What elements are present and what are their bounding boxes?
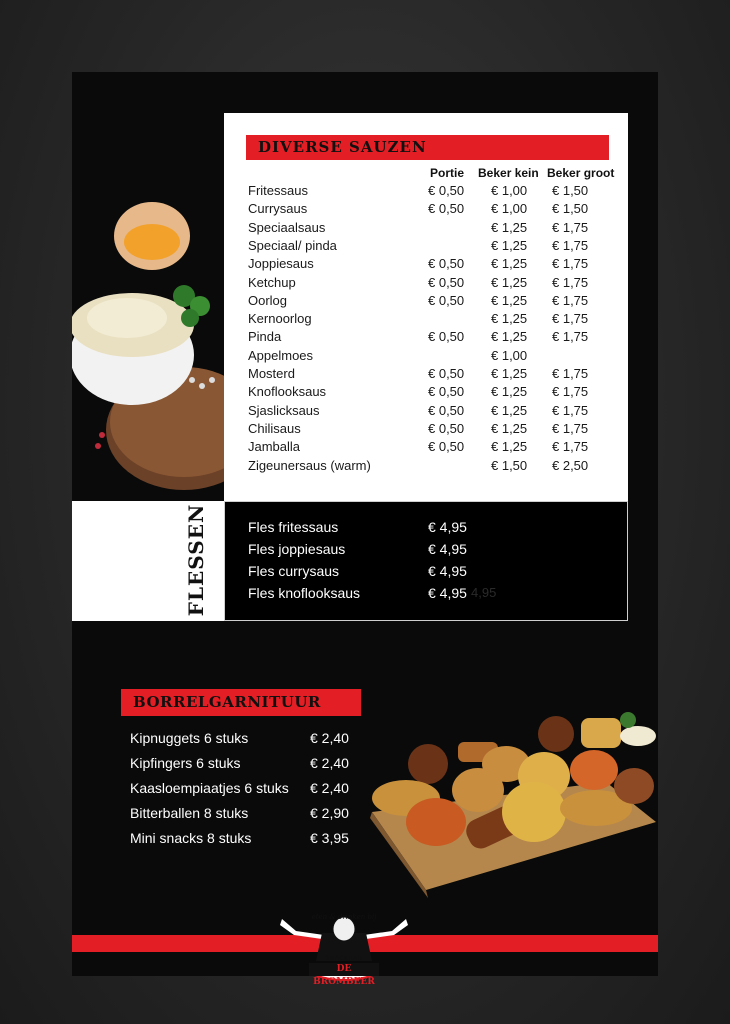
price-beker-klein: € 1,25 <box>491 256 528 272</box>
price-beker-klein: € 1,25 <box>491 311 528 327</box>
item-name: Fles fritessaus <box>248 519 339 535</box>
price-beker-klein: € 1,25 <box>491 366 528 381</box>
price-portie: € 0,50 <box>428 292 465 308</box>
borrel-title: BORRELGARNITUUR <box>133 693 321 711</box>
item-name: Kipnuggets 6 stuks <box>130 730 249 746</box>
price-beker-klein: € 1,25 <box>491 237 528 253</box>
price-beker-groot: € 2,50 <box>552 457 589 473</box>
item-name: Mini snacks 8 stuks <box>130 830 252 846</box>
sauce-row <box>248 366 618 384</box>
price-beker-groot: € 1,75 <box>552 256 589 272</box>
mayonnaise-bowl-image <box>72 200 232 500</box>
borrel-item <box>130 730 370 750</box>
item-name: Fles joppiesaus <box>248 541 346 557</box>
column-beker-klein: Beker kein <box>478 166 539 180</box>
logo-name: DE BROMBEER <box>309 963 379 976</box>
sauce-name: Sjaslicksaus <box>248 402 320 418</box>
price-beker-groot: € 1,50 <box>552 183 589 198</box>
sauce-name: Currysaus <box>248 201 308 217</box>
price-beker-groot: € 1,75 <box>552 402 589 418</box>
sauce-row <box>248 329 618 347</box>
price-beker-groot: € 1,75 <box>552 329 589 345</box>
ghost-price-text: 4,95 <box>471 585 497 600</box>
item-name: Kaasloempiaatjes 6 stuks <box>130 780 289 796</box>
price-beker-klein: € 1,00 <box>491 347 528 363</box>
sauce-name: Oorlog <box>248 292 288 308</box>
price-portie: € 0,50 <box>428 274 465 290</box>
flessen-item <box>248 541 548 561</box>
sauce-row <box>248 238 618 256</box>
price-portie: € 0,50 <box>428 201 465 217</box>
logo-subtitle: SNACKBAR <box>325 955 363 962</box>
column-beker-groot: Beker groot <box>547 166 615 180</box>
sauce-row <box>248 183 618 201</box>
price-beker-klein: € 1,25 <box>491 219 528 235</box>
sauce-name: Mosterd <box>248 366 295 381</box>
sauce-row <box>248 311 618 329</box>
borrel-item <box>130 780 370 800</box>
sauce-row <box>248 421 618 439</box>
sauce-name: Chilisaus <box>248 420 301 436</box>
item-price: € 2,40 <box>310 755 349 771</box>
item-name: Fles currysaus <box>248 563 340 579</box>
sauce-row <box>248 201 618 219</box>
item-price: € 2,40 <box>310 780 349 796</box>
item-price: € 4,95 <box>428 519 467 535</box>
price-beker-groot: € 1,75 <box>552 292 589 308</box>
price-beker-klein: € 1,25 <box>491 420 528 436</box>
item-price: € 2,90 <box>310 805 349 821</box>
flessen-item <box>248 585 548 605</box>
sauce-name: Pinda <box>248 329 282 345</box>
item-name: Kipfingers 6 stuks <box>130 755 241 771</box>
flessen-title: FLESSEN <box>184 503 208 617</box>
sauces-header <box>246 135 609 160</box>
flessen-item <box>248 563 548 583</box>
borrel-item <box>130 830 370 850</box>
item-price: € 4,95 <box>428 585 467 601</box>
price-beker-groot: € 1,75 <box>552 274 589 290</box>
snacks-platter-image <box>366 712 658 898</box>
price-portie: € 0,50 <box>428 439 465 455</box>
column-portie: Portie <box>430 166 465 180</box>
item-name: Bitterballen 8 stuks <box>130 805 249 821</box>
flessen-item <box>248 519 548 539</box>
sauce-row <box>248 403 618 421</box>
item-price: € 4,95 <box>428 541 467 557</box>
sauce-name: Zigeunersaus (warm) <box>248 457 371 473</box>
sauce-name: Speciaal/ pinda <box>248 237 337 253</box>
price-portie: € 0,50 <box>428 329 465 345</box>
price-beker-groot: € 1,75 <box>552 311 589 327</box>
sauce-row <box>248 439 618 457</box>
sauce-name: Appelmoes <box>248 347 314 363</box>
item-name: Fles knoflooksaus <box>248 585 361 601</box>
sauce-row <box>248 220 618 238</box>
item-price: € 4,95 <box>428 563 467 579</box>
price-beker-klein: € 1,00 <box>491 183 528 198</box>
item-price: € 2,40 <box>310 730 349 746</box>
borrel-item <box>130 755 370 775</box>
price-beker-groot: € 1,50 <box>552 201 589 217</box>
price-beker-klein: € 1,25 <box>491 439 528 455</box>
sauce-name: Ketchup <box>248 274 296 290</box>
price-beker-klein: € 1,25 <box>491 402 528 418</box>
sauce-row <box>248 384 618 402</box>
item-price: € 3,95 <box>310 830 349 846</box>
logo-tagline: eten & drinken bij <box>311 913 377 921</box>
sauce-row <box>248 458 618 476</box>
price-beker-groot: € 1,75 <box>552 384 589 400</box>
price-beker-klein: € 1,50 <box>491 457 528 473</box>
price-portie: € 0,50 <box>428 402 465 418</box>
sauce-name: Fritessaus <box>248 183 308 198</box>
sauce-name: Knoflooksaus <box>248 384 327 400</box>
borrel-header <box>121 689 361 716</box>
price-beker-groot: € 1,75 <box>552 420 589 436</box>
price-beker-groot: € 1,75 <box>552 219 589 235</box>
sauce-row <box>248 256 618 274</box>
price-portie: € 0,50 <box>428 366 465 381</box>
price-portie: € 0,50 <box>428 384 465 400</box>
price-beker-groot: € 1,75 <box>552 366 589 381</box>
price-portie: € 0,50 <box>428 256 465 272</box>
price-beker-groot: € 1,75 <box>552 439 589 455</box>
price-portie: € 0,50 <box>428 420 465 436</box>
sauce-name: Kernoorlog <box>248 311 312 327</box>
price-beker-klein: € 1,25 <box>491 329 528 345</box>
sauce-row <box>248 348 618 366</box>
price-beker-klein: € 1,00 <box>491 201 528 217</box>
price-beker-groot: € 1,75 <box>552 237 589 253</box>
sauces-title: DIVERSE SAUZEN <box>258 138 427 156</box>
price-beker-klein: € 1,25 <box>491 292 528 308</box>
price-beker-klein: € 1,25 <box>491 384 528 400</box>
sauce-row <box>248 293 618 311</box>
sauce-name: Speciaalsaus <box>248 219 326 235</box>
sauce-row <box>248 275 618 293</box>
snackbar-logo <box>276 905 412 987</box>
price-beker-klein: € 1,25 <box>491 274 528 290</box>
flessen-title-box <box>166 500 226 620</box>
borrel-item <box>130 805 370 825</box>
price-portie: € 0,50 <box>428 183 465 198</box>
sauce-name: Joppiesaus <box>248 256 314 272</box>
sauce-name: Jamballa <box>248 439 301 455</box>
